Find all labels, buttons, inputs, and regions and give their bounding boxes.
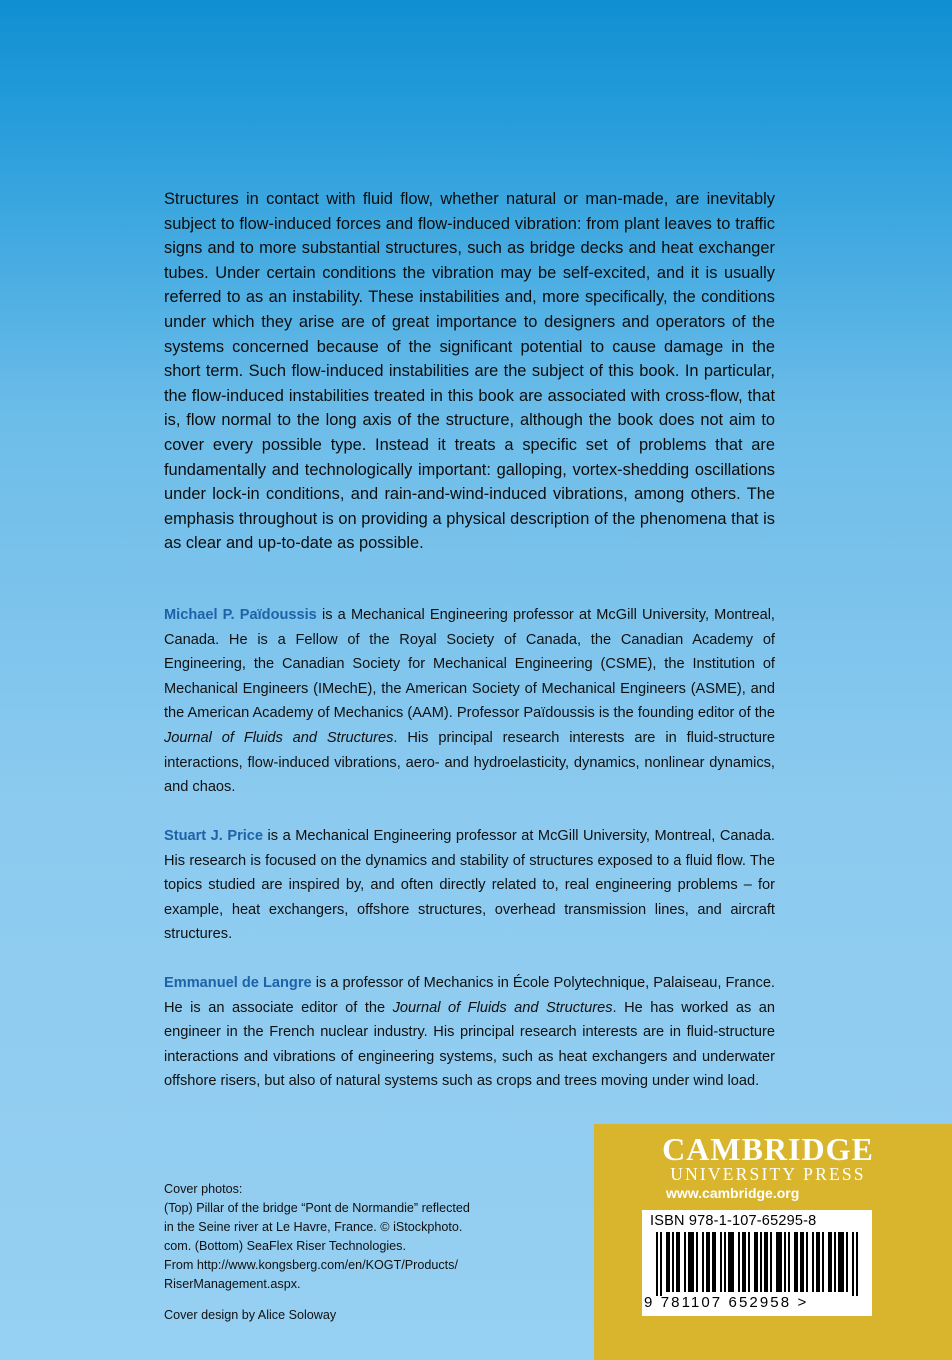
author-name: Michael P. Païdoussis	[164, 607, 317, 623]
book-description: Structures in contact with fluid flow, whether natural or man-made, are inevitably subject to flow-induced forces and flow-induced vibration: from plant leaves to traffic signs and to more substantial structures, such as bridge decks and heat exchanger tubes. Under certain conditions the vibration may be self-excited, and it is usually referred to as an instability. These instabilities and, more specifically, the conditions under which they arise are of great importance to designers and operators of the systems concerned because of the significant potential to cause damage in the short term. Such flow-induced instabilities are the subject of this book. In particular, the flow-induced instabilities treated in this book are associated with cross-flow, that is, flow normal to the long axis of the structure, although the book does not aim to cover every possible type. Instead it treats a specific set of problems that are fundamentally and technologically important: galloping, vortex-shedding oscillations under lock-in conditions, and rain-and-wind-induced vibrations, among others. The emphasis throughout is on providing a physical description of the phenomena that is as clear and up-to-date as possible.	[164, 190, 775, 553]
publisher-band	[594, 1124, 952, 1360]
credits-line: com. (Bottom) SeaFlex Riser Technologies.	[164, 1239, 406, 1253]
barcode-icon	[656, 1232, 860, 1296]
credits-line: From http://www.kongsberg.com/en/KOGT/Products/	[164, 1258, 458, 1272]
author-bio-text: is a professor of Mechanics in École Polytechnique, Palaiseau, France. He is an associate editor of the	[164, 975, 775, 1016]
journal-title: Journal of Fluids and Structures	[392, 999, 613, 1016]
publisher-subtitle: UNIVERSITY PRESS	[670, 1164, 866, 1184]
author-name: Emmanuel de Langre	[164, 975, 312, 991]
credits-line: in the Seine river at Le Havre, France. © iStockphoto.	[164, 1220, 463, 1234]
credits-heading: Cover photos:	[164, 1182, 243, 1196]
publisher-name: CAMBRIDGE	[662, 1131, 874, 1167]
cover-design-credit: Cover design by Alice Soloway	[164, 1308, 337, 1322]
author-name: Stuart J. Price	[164, 828, 264, 844]
author-bio-text: is a Mechanical Engineering professor at McGill University, Montreal, Canada. He is a Fellow of the Royal Society of Canada, the Canadian Academy of Engineering, the Canadian Society for Mechanical Engineering (CSME), the Institution of Mechanical Engineers (IMechE), the American Society of Mechanical Engineers (ASME), and the American Academy of Mechanics (AAM). Professor Païdoussis is the founding editor of the	[164, 607, 775, 722]
author-bio-paidoussis	[164, 603, 775, 800]
author-bio-de-langre	[164, 971, 775, 1094]
journal-title: Journal of Fluids and Structures	[164, 729, 394, 746]
author-bio-text: . His principal research interests are in fluid-structure interactions, flow-induced vibrations, aero- and hydroelasticity, dynamics, nonlinear dynamics, and chaos.	[164, 729, 775, 796]
credits-line: (Top) Pillar of the bridge “Pont de Normandie” reflected	[164, 1201, 470, 1215]
publisher-url: www.cambridge.org	[666, 1185, 800, 1201]
isbn-number: ISBN 978-1-107-65295-8	[650, 1213, 817, 1229]
cover-credits	[164, 1180, 504, 1325]
author-bio-text: . He has worked as an engineer in the French nuclear industry. His principal research interests are in fluid-structure interactions and vibrations of engineering systems, such as heat exchangers and underwater offshore risers, but also of natural systems such as crops and trees moving under wind load.	[164, 999, 775, 1090]
credits-line: RiserManagement.aspx.	[164, 1277, 301, 1291]
isbn-barcode	[642, 1210, 872, 1316]
author-bio-price	[164, 824, 775, 947]
barcode-digits: 9 781107 652958 >	[644, 1294, 809, 1311]
author-bio-text: is a Mechanical Engineering professor at McGill University, Montreal, Canada. His research is focused on the dynamics and stability of structures exposed to a fluid flow. The topics studied are inspired by, and often directly related to, real engineering problems – for example, heat exchangers, offshore structures, overhead transmission lines, and aircraft structures.	[164, 828, 775, 943]
